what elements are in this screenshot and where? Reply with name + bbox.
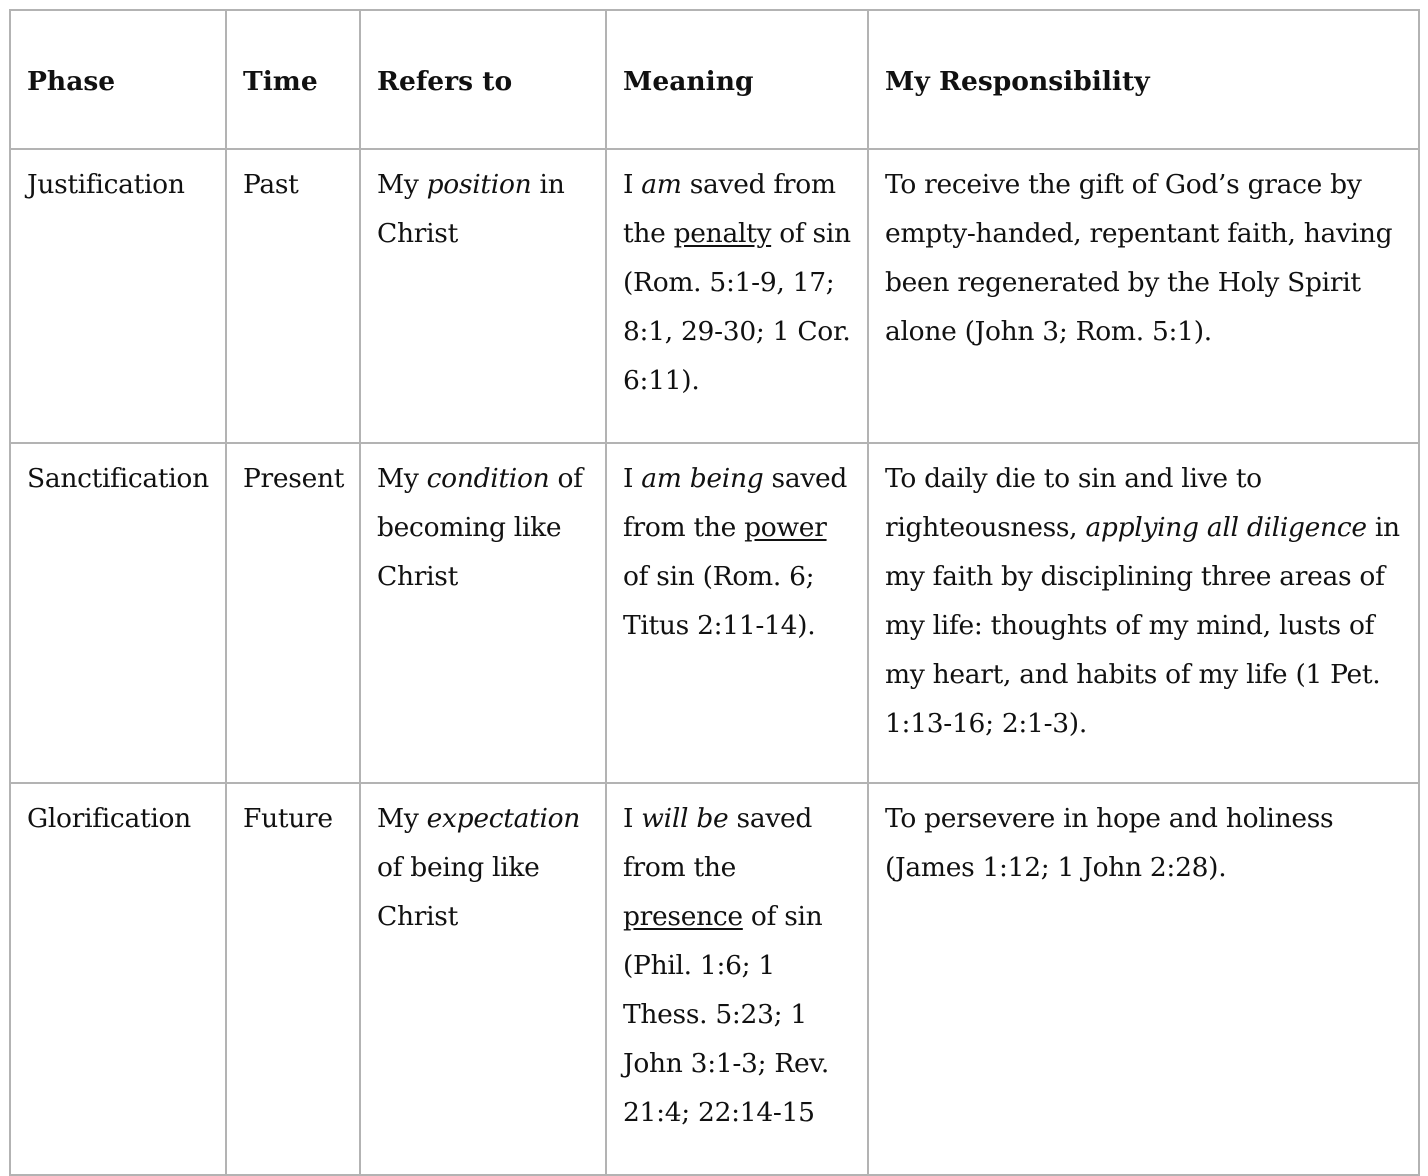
meaning-emphasis: am bbox=[641, 169, 682, 200]
meaning-text: of sin (Phil. 1:6; 1 Thess. 5:23; 1 John 3:1-3; Rev. 21:4; 22:14-15 bbox=[623, 901, 830, 1128]
meaning-text: of sin (Rom. 5:1-9, 17; 8:1, 29-30; 1 Cor. 6:11). bbox=[623, 218, 851, 396]
meaning-emphasis: will be bbox=[641, 803, 729, 834]
time-cell: Present bbox=[226, 443, 360, 783]
meaning-underlined-term: penalty bbox=[673, 218, 772, 249]
responsibility-emphasis: applying all diligence bbox=[1085, 512, 1367, 543]
refers-emphasis: position bbox=[426, 169, 532, 200]
header-meaning: Meaning bbox=[606, 10, 868, 149]
header-my-responsibility: My Responsibility bbox=[868, 10, 1419, 149]
refers-emphasis: expectation bbox=[426, 803, 581, 834]
meaning-text: I bbox=[623, 169, 642, 200]
refers-text: of becoming like Christ bbox=[377, 463, 583, 592]
refers-text: My bbox=[377, 463, 427, 494]
table-row bbox=[10, 783, 1419, 1175]
meaning-text: saved from the bbox=[623, 463, 848, 543]
responsibility-text: To receive the gift of God’s grace by empty-handed, repentant faith, having been regenerated by the Holy Spirit alone (John 3; Rom. 5:1). bbox=[885, 169, 1393, 347]
responsibility-cell bbox=[868, 443, 1419, 783]
time-cell: Future bbox=[226, 783, 360, 1175]
refers-text: of being like Christ bbox=[377, 852, 540, 932]
meaning-cell bbox=[606, 443, 868, 783]
meaning-text: saved from the bbox=[623, 169, 836, 249]
meaning-cell bbox=[606, 149, 868, 443]
table-row bbox=[10, 443, 1419, 783]
meaning-cell bbox=[606, 783, 868, 1175]
salvation-phases-table bbox=[9, 9, 1420, 1176]
meaning-underlined-term: presence bbox=[623, 901, 743, 932]
meaning-underlined-term: power bbox=[744, 512, 827, 543]
refers-emphasis: condition bbox=[426, 463, 550, 494]
responsibility-text: To persevere in hope and holiness (James 1:12; 1 John 2:28). bbox=[885, 803, 1334, 883]
meaning-text: of sin (Rom. 6; Titus 2:11-14). bbox=[623, 561, 816, 641]
refers-cell bbox=[360, 443, 606, 783]
responsibility-cell bbox=[868, 783, 1419, 1175]
meaning-emphasis: am being bbox=[641, 463, 764, 494]
time-cell: Past bbox=[226, 149, 360, 443]
responsibility-text: To daily die to sin and live to righteousness, bbox=[885, 463, 1262, 543]
meaning-text: I bbox=[623, 463, 642, 494]
responsibility-text: in my faith by disciplining three areas of my life: thoughts of my mind, lusts of my heart, and habits of my life (1 Pet. 1:13-16; 2:1-3). bbox=[885, 512, 1400, 739]
refers-cell bbox=[360, 149, 606, 443]
refers-cell bbox=[360, 783, 606, 1175]
refers-text: My bbox=[377, 169, 427, 200]
table-row bbox=[10, 149, 1419, 443]
header-time: Time bbox=[226, 10, 360, 149]
meaning-text: saved from the bbox=[623, 803, 813, 883]
refers-text: in Christ bbox=[377, 169, 565, 249]
header-row bbox=[10, 10, 1419, 149]
responsibility-cell bbox=[868, 149, 1419, 443]
phase-cell: Sanctification bbox=[10, 443, 226, 783]
refers-text: My bbox=[377, 803, 427, 834]
header-phase: Phase bbox=[10, 10, 226, 149]
meaning-text: I bbox=[623, 803, 642, 834]
header-refers-to: Refers to bbox=[360, 10, 606, 149]
phase-cell: Justification bbox=[10, 149, 226, 443]
phase-cell: Glorification bbox=[10, 783, 226, 1175]
